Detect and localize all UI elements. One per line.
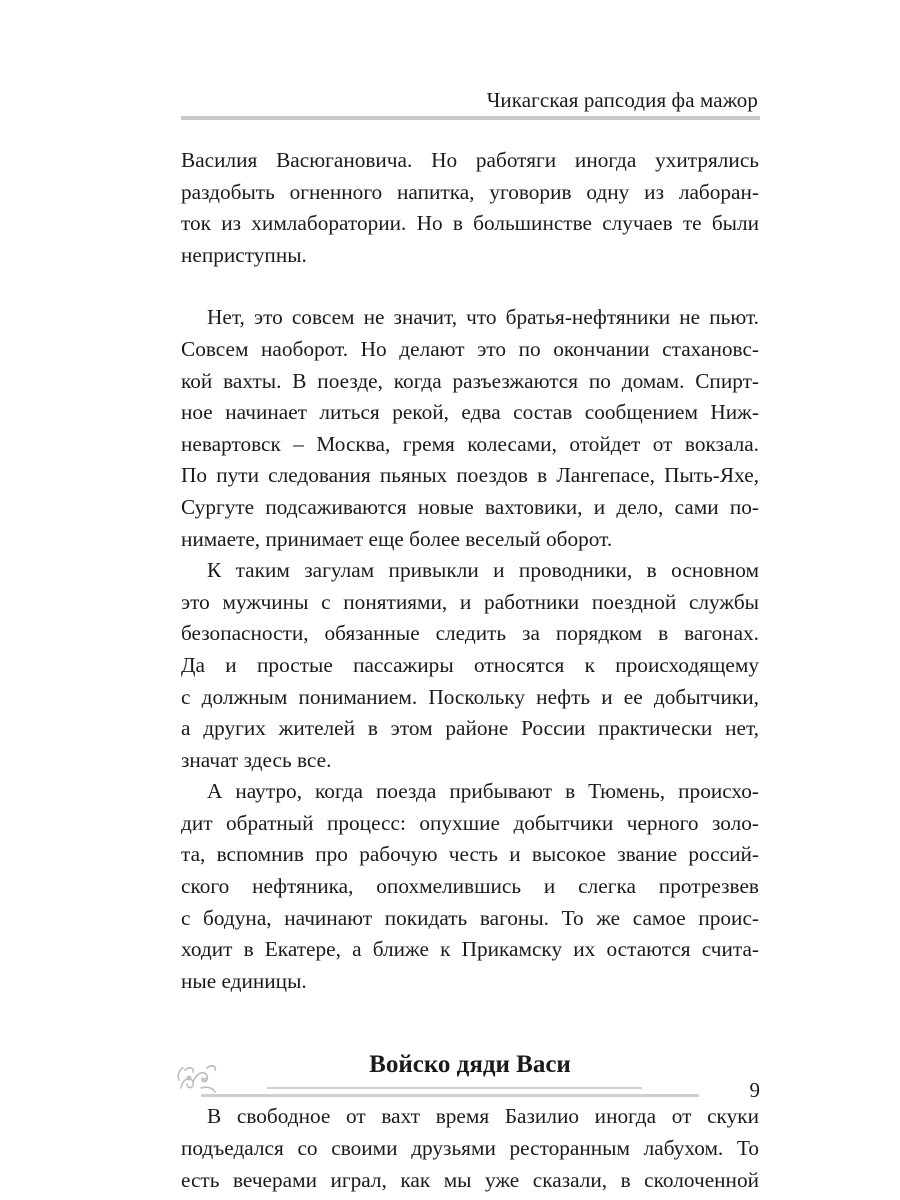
text-line: По пути следования пьяных поездов в Лангепасе, Пыть-Яхе,	[181, 463, 759, 488]
paragraph-4	[181, 776, 759, 997]
paragraph-3	[181, 555, 759, 776]
text-line: А наутро, когда поезда прибывают в Тюмень, происхо-	[207, 779, 759, 804]
text-line: с должным пониманием. Поскольку нефть и ее добытчики,	[181, 684, 759, 709]
text-line: раздобыть огненного напитка, уговорив одну из лаборан-	[181, 179, 759, 204]
text-line: Василия Васюгановича. Но работяги иногда ухитрялись	[181, 148, 759, 172]
text-line: та, вспомнив про рабочую честь и высокое звание россий-	[181, 842, 759, 867]
text-line: а других жителей в этом районе России практически нет,	[181, 716, 759, 741]
text-line: К таким загулам привыкли и проводники, в основном	[207, 558, 759, 583]
text-line: это мужчины с понятиями, и работники поездной службы	[181, 589, 759, 614]
text-line: невартовск – Москва, гремя колесами, отойдет от вокзала.	[181, 431, 759, 456]
footer-rule-long	[201, 1094, 699, 1097]
text-line: Сургуте подсаживаются новые вахтовики, и дело, сами по-	[181, 494, 759, 519]
header-divider	[181, 116, 760, 120]
text-line: нимаете, принимает еще более веселый оборот.	[181, 526, 613, 551]
text-line: с бодуна, начинают покидать вагоны. То же самое проис-	[181, 905, 759, 930]
paragraph-2	[181, 302, 759, 555]
text-line: ное начинает литься рекой, едва состав сообщением Ниж-	[181, 400, 759, 425]
paragraph-gap	[181, 271, 759, 302]
text-line: ского нефтяника, опохмелившись и слегка протрезвев	[181, 874, 759, 899]
text-line: значат здесь все.	[181, 747, 332, 772]
page-number: 9	[749, 1078, 760, 1102]
page-footer	[175, 1058, 760, 1102]
text-line: Да и простые пассажиры относятся к происходящему	[181, 652, 759, 677]
running-header-title: Чикагская рапсодия фа мажор	[486, 88, 758, 112]
footer-rule-short	[267, 1087, 642, 1089]
section-heading: Войско дяди Васи	[369, 1051, 571, 1079]
text-line: есть вечерами играл, как мы уже сказали, в сколоченной	[181, 1167, 759, 1192]
text-line: ток из химлаборатории. Но в большинстве случаев те были	[181, 211, 759, 236]
text-line: ные единицы.	[181, 968, 307, 993]
text-line: подъедался со своими друзьями ресторанным лабухом. То	[181, 1136, 759, 1161]
text-line: Совсем наоборот. Но делают это по окончании стахановс-	[181, 336, 759, 361]
text-line: неприступны.	[181, 242, 307, 267]
text-line: В свободное от вахт время Базилио иногда от скуки	[207, 1104, 759, 1129]
paragraph-5	[181, 1101, 759, 1196]
paragraph-1	[181, 145, 759, 271]
text-line: Нет, это совсем не значит, что братья-нефтяники не пьют.	[207, 305, 759, 330]
floral-ornament-icon	[175, 1058, 223, 1098]
text-line: ходит в Екатере, а ближе к Прикамску их остаются счита-	[181, 937, 759, 962]
text-line: безопасности, обязанные следить за порядком в вагонах.	[181, 621, 759, 646]
text-line: дит обратный процесс: опухшие добытчики черного золо-	[181, 810, 759, 835]
page-body	[181, 145, 759, 1196]
text-line: кой вахты. В поезде, когда разъезжаются по домам. Спирт-	[181, 368, 759, 393]
